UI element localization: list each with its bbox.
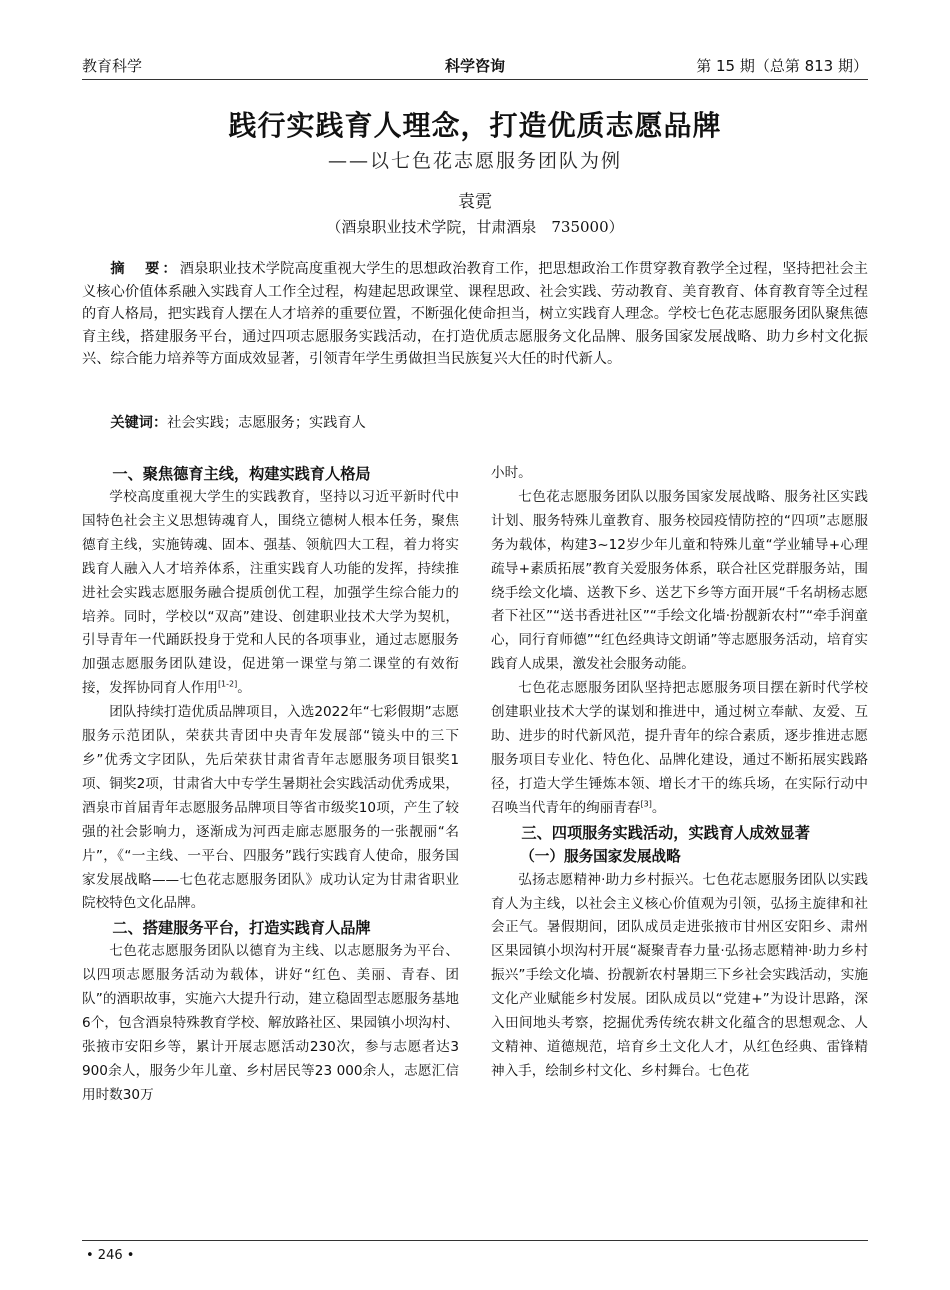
article-title: 践行实践育人理念，打造优质志愿品牌 bbox=[228, 109, 722, 142]
citation: [1-2] bbox=[217, 679, 238, 689]
abstract-label: 摘 要： bbox=[110, 261, 180, 277]
section-1-paragraph-2: 团队持续打造优质品牌项目，入选2022年“七彩假期”志愿服务示范团队，荣获共青团中央青年发展部“镜头中的三下乡”优秀文字团队，先后荣获甘肃省青年志愿服务项目银奖1项、铜奖2项，甘肃省大中专学生暑期社会实践活动优秀成果，酒泉市首届青年志愿服务品牌项目等省市级奖10项，产生了较强的社会影响力，逐渐成为河西走廊志愿服务的一张靓丽“名片”，《“一主线、一平台、四服务”践行实践育人使命，服务国家发展战略——七色花志愿服务团队》成功认定为甘肃省职业院校特色文化品牌。 bbox=[82, 704, 459, 912]
section-2-paragraph-2: 七色花志愿服务团队以服务国家发展战略、服务社区实践计划、服务特殊儿童教育、服务校园疫情防控的“四项”志愿服务为载体，构建3~12岁少年儿童和特殊儿童“学业辅导+心理疏导+素质拓展”教育关爱服务体系，联合社区党群服务站，围绕手绘文化墙、送教下乡、送艺下乡等方面开展“千名胡杨志愿者下社区”“送书香进社区”“手绘文化墙·扮靓新农村”“牵手润童心，同行育师德”“红色经典诗文朗诵”等志愿服务活动，培育实践育人成果，激发社会服务动能。 bbox=[491, 488, 868, 673]
author-name: 袁霓 bbox=[458, 192, 492, 212]
section-2-paragraph-3: 七色花志愿服务团队坚持把志愿服务项目摆在新时代学校创建职业技术大学的谋划和推进中，通过树立奉献、友爱、互助、进步的时代新风范，提升青年的综合素质，逐步推进志愿服务项目专业化、特色化、品牌化建设，通过不断拓展实践路径，打造大学生锤炼本领、增长才干的练兵场，在实际行动中召唤当代青年的绚丽青春[3]。 bbox=[491, 680, 868, 816]
citation: [3] bbox=[640, 799, 652, 809]
journal-section: 教育科学 bbox=[82, 57, 143, 75]
keywords-text: 社会实践；志愿服务；实践育人 bbox=[167, 415, 366, 431]
section-3-paragraph-1: 弘扬志愿精神·助力乡村振兴。七色花志愿服务团队以实践育人为主线，以社会主义核心价值观为引领，弘扬主旋律和社会正气。暑假期间，团队成员走进张掖市甘州区安阳乡、肃州区果园镇小坝沟村开展“凝聚青春力量·弘扬志愿精神·助力乡村振兴”手绘文化墙、扮靓新农村暑期三下乡社会实践活动，实施文化产业赋能乡村发展。团队成员以“党建+”为设计思路，深入田间地头考察，挖掘优秀传统农耕文化蕴含的思想观念、人文精神、道德规范，培育乡土文化人才，从红色经典、雷锋精神入手，绘制乡村文化、乡村舞台。七色花 bbox=[491, 871, 868, 1079]
journal-name: 科学咨询 bbox=[444, 57, 505, 75]
right-column bbox=[491, 462, 868, 1084]
section-2-heading: 二、搭建服务平台，打造实践育人品牌 bbox=[112, 919, 371, 938]
page-number: • 246 • bbox=[86, 1248, 135, 1263]
section-1-paragraph-1: 学校高度重视大学生的实践教育，坚持以习近平新时代中国特色社会主义思想铸魂育人，围绕立德树人根本任务，聚焦德育主线，实施铸魂、固本、强基、领航四大工程，着力将实践育人融入人才培养体系，注重实践育人功能的发挥，持续推进社会实践志愿服务融合提质创优工程，加强学生综合能力的培养。同时，学校以“双高”建设、创建职业技术大学为契机，引导青年一代踊跃投身于党和人民的各项事业，通过志愿服务加强志愿服务团队建设，促进第一课堂与第二课堂的有效衔接，发挥协同育人作用[1-2]。 bbox=[82, 489, 459, 697]
abstract bbox=[82, 258, 868, 371]
keywords-label: 关键词： bbox=[110, 415, 168, 431]
section-1-heading: 一、聚焦德育主线，构建实践育人格局 bbox=[112, 465, 371, 483]
issue-number: 第 15 期（总第 813 期） bbox=[696, 57, 868, 75]
section-3-heading: 三、四项服务实践活动，实践育人成效显著 bbox=[521, 823, 810, 842]
left-column bbox=[82, 462, 459, 1108]
keywords bbox=[82, 412, 868, 434]
paragraph-text: 学校高度重视大学生的实践教育，坚持以习近平新时代中国特色社会主义思想铸魂育人，围绕立德树人根本任务，聚焦德育主线，实施铸魂、固本、强基、领航四大工程，着力将实践育人融入人才培养体系，注重实践育人功能的发挥，持续推进社会实践志愿服务融合提质创优工程，加强学生综合能力的培养。同时，学校以“双高”建设、创建职业技术大学为契机，引导青年一代踊跃投身于党和人民的各项事业，通过志愿服务加强志愿服务团队建设，促进第一课堂与第二课堂的有效衔接，发挥协同育人作用 bbox=[82, 489, 459, 697]
header-divider bbox=[82, 79, 868, 80]
running-header bbox=[82, 52, 868, 76]
author-affiliation: （酒泉职业技术学院，甘肃酒泉 735000） bbox=[326, 218, 624, 236]
section-2-paragraph-1-continued: 小时。 bbox=[491, 465, 532, 481]
paragraph-text: 七色花志愿服务团队坚持把志愿服务项目摆在新时代学校创建职业技术大学的谋划和推进中，通过树立奉献、友爱、互助、进步的时代新风范，提升青年的综合素质，逐步推进志愿服务项目专业化、特色化、品牌化建设，通过不断拓展实践路径，打造大学生锤炼本领、增长才干的练兵场，在实际行动中召唤当代青年的绚丽青春 bbox=[491, 680, 868, 816]
abstract-text: 酒泉职业技术学院高度重视大学生的思想政治教育工作，把思想政治工作贯穿教育教学全过程，坚持把社会主义核心价值体系融入实践育人工作全过程，构建起思政课堂、课程思政、社会实践、劳动教育、美育教育、体育教育等全过程的育人格局，把实践育人摆在人才培养的重要位置，不断强化使命担当，树立实践育人理念。学校七色花志愿服务团队聚焦德育主线，搭建服务平台，通过四项志愿服务实践活动，在打造优质志愿服务文化品牌、服务国家发展战略、助力乡村文化振兴、综合能力培养等方面成效显著，引领青年学生勇做担当民族复兴大任的时代新人。 bbox=[82, 261, 868, 368]
section-3-subheading-1: （一）服务国家发展战略 bbox=[520, 847, 681, 865]
section-2-paragraph-1: 七色花志愿服务团队以德育为主线、以志愿服务为平台、以四项志愿服务活动为载体，讲好“红色、美丽、青春、团队”的酒职故事，实施六大提升行动，建立稳固型志愿服务基地6个，包含酒泉特殊教育学校、解放路社区、果园镇小坝沟村、张掖市安阳乡等，累计开展志愿活动230次，参与志愿者达3 900余人，服务少年儿童、乡村居民等23 000余人，志愿汇信用时数30万 bbox=[82, 943, 459, 1103]
footer-divider bbox=[82, 1240, 868, 1241]
article-subtitle: ——以七色花志愿服务团队为例 bbox=[327, 150, 622, 172]
